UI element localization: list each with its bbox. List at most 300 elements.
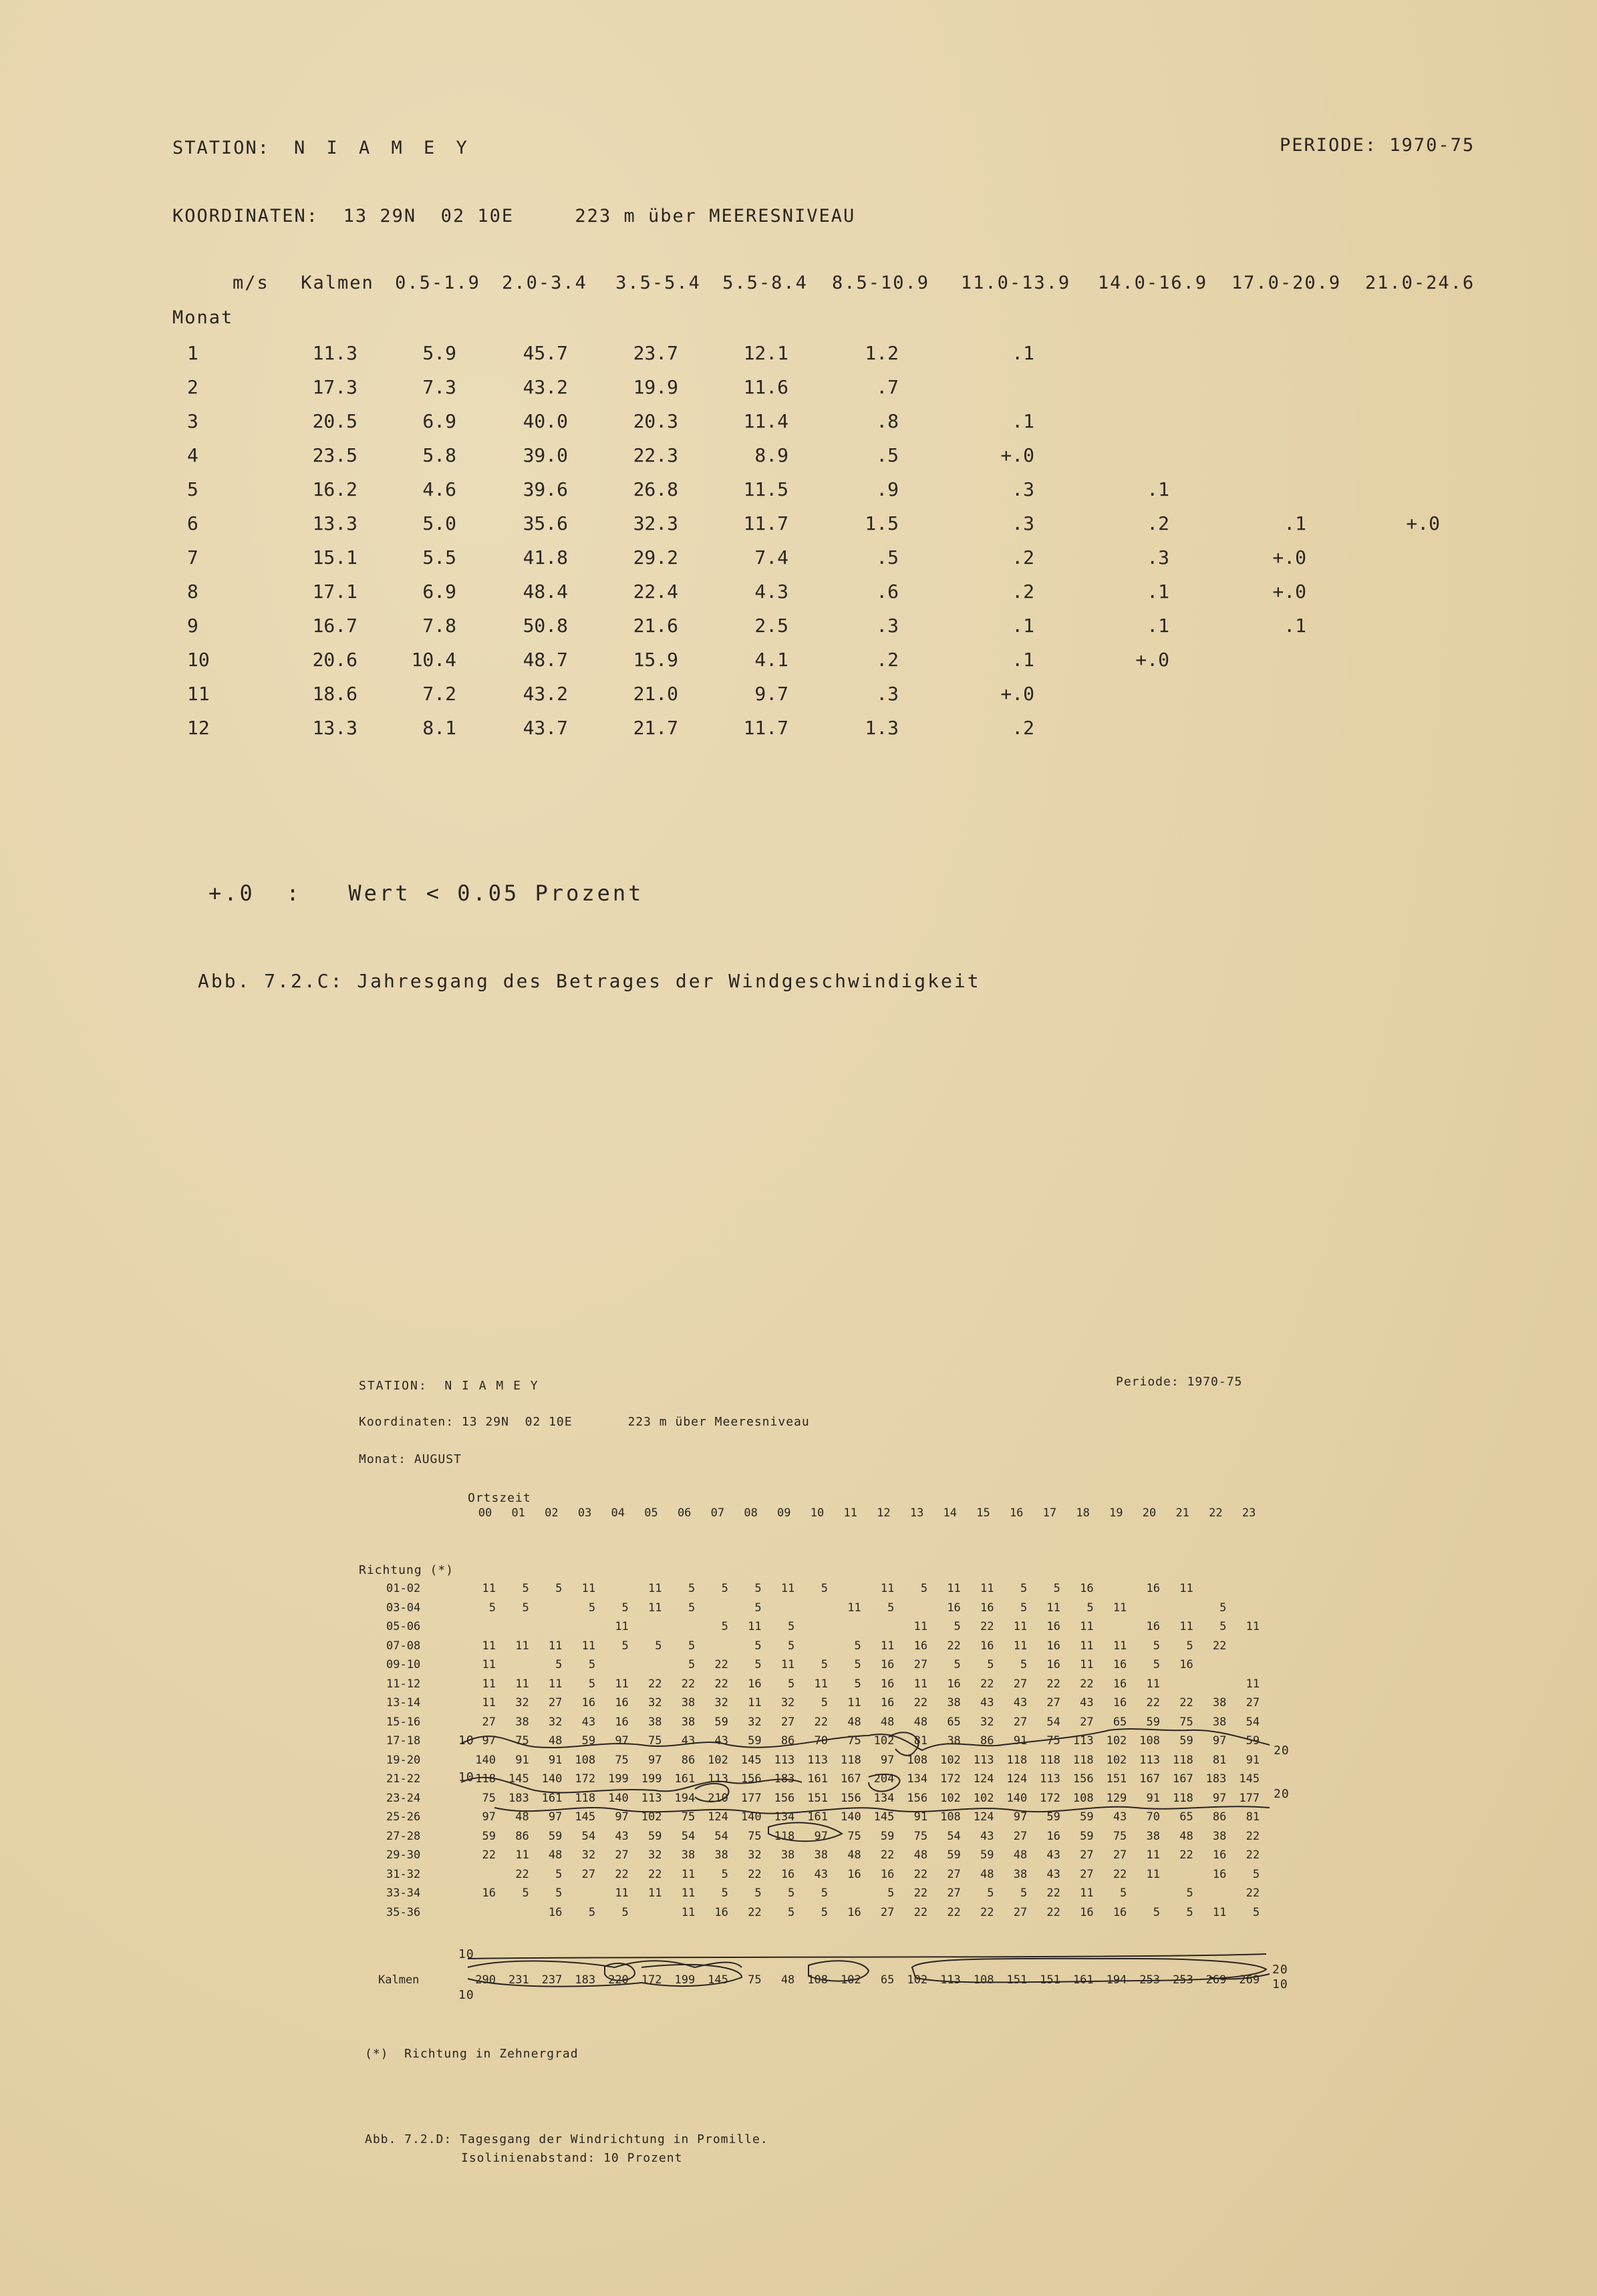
table-cell: 11 — [1080, 1658, 1094, 1671]
hour-header: 06 — [677, 1506, 692, 1520]
table-cell: .2 — [1147, 512, 1169, 534]
table-cell: 22 — [980, 1620, 994, 1633]
row-label: 33-34 — [386, 1887, 421, 1900]
table-cell: 194 — [1106, 1973, 1127, 1987]
table-cell: 38 — [681, 1696, 696, 1709]
station-label: STATION: — [172, 138, 271, 158]
table-cell: 11 — [1146, 1867, 1160, 1881]
table-cell: 5 — [555, 1582, 563, 1595]
table-cell: 102 — [1106, 1753, 1127, 1767]
table-cell: 38 — [1212, 1715, 1227, 1729]
hour-header: 18 — [1076, 1506, 1090, 1520]
table-cell: 97 — [548, 1810, 563, 1824]
table-cell: 11.4 — [743, 410, 788, 432]
table-cell: 59 — [1179, 1734, 1193, 1748]
table-cell: 5 — [887, 1601, 895, 1615]
table-cell: 7.3 — [422, 376, 456, 398]
table-cell: 151 — [1006, 1973, 1028, 1987]
table-cell: 5 — [588, 1905, 596, 1919]
table-cell: 35.6 — [523, 512, 568, 534]
table-cell: 16 — [880, 1867, 895, 1881]
table-cell: 183 — [1205, 1772, 1227, 1786]
table-cell: 22 — [1046, 1905, 1060, 1919]
table-cell: 91 — [1246, 1753, 1260, 1767]
table-cell: 22 — [648, 1867, 662, 1881]
table-cell: 21.6 — [633, 615, 678, 637]
table-cell: 22 — [1246, 1829, 1260, 1843]
column-header: 21.0-24.6 — [1364, 273, 1475, 293]
month-small: Monat: AUGUST — [359, 1452, 462, 1466]
table-cell: 5 — [754, 1639, 762, 1653]
table-cell: 32 — [980, 1715, 994, 1729]
table2-caption-line1: Abb. 7.2.D: Tagesgang der Windrichtung in Promille. — [365, 2132, 768, 2146]
table-cell: 140 — [541, 1772, 563, 1786]
table-cell: 23.7 — [633, 342, 678, 364]
table-cell: 48 — [847, 1715, 861, 1729]
table-cell: 22 — [748, 1867, 762, 1881]
table-cell: 194 — [674, 1791, 696, 1805]
table-cell: 129 — [1106, 1791, 1127, 1805]
table-cell: 140 — [1006, 1791, 1028, 1805]
table-cell: 11 — [1212, 1905, 1227, 1919]
table-cell: 97 — [1212, 1791, 1227, 1805]
table-cell: 156 — [840, 1791, 861, 1805]
table-cell: 134 — [907, 1772, 928, 1786]
table-cell: 108 — [1139, 1734, 1160, 1748]
table-cell: 59 — [581, 1734, 596, 1748]
row-label: 13-14 — [386, 1696, 421, 1709]
table-cell: 108 — [575, 1753, 596, 1767]
table-cell: 81 — [1212, 1753, 1227, 1767]
hour-header: 10 — [810, 1506, 825, 1520]
table-cell: 5 — [1186, 1639, 1193, 1653]
table-cell: 11 — [880, 1582, 895, 1595]
table-cell: 32 — [648, 1848, 662, 1862]
table-cell: 32.3 — [633, 512, 678, 534]
table-cell: 118 — [1072, 1753, 1094, 1767]
column-header: 2.0-3.4 — [502, 273, 587, 293]
table-cell: 140 — [840, 1810, 861, 1824]
hour-header: 19 — [1109, 1506, 1123, 1520]
table-cell: 290 — [475, 1973, 496, 1987]
table-cell: 27 — [1080, 1848, 1094, 1862]
table-cell: 13.3 — [312, 717, 357, 739]
table-cell: 11.7 — [743, 512, 788, 534]
table-cell: 5 — [1219, 1601, 1227, 1615]
table-cell: 27 — [947, 1867, 961, 1881]
table-cell: 38 — [681, 1848, 696, 1862]
table-cell: 38 — [814, 1848, 828, 1862]
table-cell: 108 — [1072, 1791, 1094, 1805]
table-cell: 5.8 — [422, 444, 456, 466]
table-cell: 38 — [714, 1848, 728, 1862]
table-cell: 48 — [515, 1810, 529, 1824]
table-cell: 118 — [840, 1753, 861, 1767]
table-cell: 59 — [748, 1734, 762, 1748]
table-cell: 5 — [588, 1601, 596, 1615]
table-cell: 59 — [714, 1715, 728, 1729]
table-cell: 4.6 — [422, 478, 456, 500]
table-cell: 113 — [1139, 1753, 1160, 1767]
coordinates-small: Koordinaten: 13 29N 02 10E 223 m über Meeresniveau — [359, 1415, 810, 1429]
table-cell: 59 — [880, 1829, 895, 1843]
isoline-label: 20 — [1272, 1963, 1288, 1977]
table-cell: 32 — [714, 1696, 728, 1709]
hour-header: 02 — [545, 1506, 559, 1520]
table-cell: 11 — [615, 1677, 629, 1691]
table-cell: 11 — [515, 1677, 529, 1691]
month-number: 12 — [187, 717, 210, 739]
table-cell: 70 — [814, 1734, 828, 1748]
table-cell: +.0 — [1000, 444, 1034, 466]
table-cell: 11 — [1080, 1887, 1094, 1900]
hour-header: 13 — [909, 1506, 924, 1520]
table-cell: 38 — [648, 1715, 662, 1729]
table-cell: .2 — [876, 649, 899, 671]
table-cell: 27 — [548, 1696, 563, 1709]
table-cell: 39.6 — [523, 478, 568, 500]
table-cell: 43 — [1046, 1867, 1060, 1881]
table-cell: 32 — [648, 1696, 662, 1709]
table-cell: 75 — [913, 1829, 928, 1843]
row-label: 11-12 — [386, 1677, 421, 1691]
table-cell: 22.3 — [633, 444, 678, 466]
table-cell: 16 — [947, 1601, 961, 1615]
table-cell: 161 — [807, 1772, 828, 1786]
table-cell: 145 — [575, 1810, 596, 1824]
table-cell: 54 — [1046, 1715, 1060, 1729]
row-label: 17-18 — [386, 1734, 421, 1748]
table-cell: 5.5 — [422, 546, 456, 568]
table-cell: 8.1 — [422, 717, 456, 739]
table-cell: 11 — [1179, 1620, 1193, 1633]
table-cell: 22 — [648, 1677, 662, 1691]
table-cell: 11 — [482, 1658, 496, 1671]
table-cell: 113 — [940, 1973, 961, 1987]
hour-header: 16 — [1009, 1506, 1024, 1520]
table-cell: 27 — [880, 1905, 895, 1919]
table-cell: +.0 — [1406, 512, 1440, 534]
table-cell: 5 — [754, 1582, 762, 1595]
table-cell: 27 — [615, 1848, 629, 1862]
table-cell: 16 — [482, 1887, 496, 1900]
table-cell: 118 — [1006, 1753, 1028, 1767]
table-cell: 5 — [954, 1658, 961, 1671]
table-cell: 22 — [1146, 1696, 1160, 1709]
isoline — [461, 1778, 802, 1793]
table-cell: 59 — [947, 1848, 961, 1862]
table-cell: .7 — [876, 376, 899, 398]
table-cell: 11 — [615, 1620, 629, 1633]
table-cell: 1.2 — [865, 342, 899, 364]
column-header: 17.0-20.9 — [1231, 273, 1342, 293]
table-cell: 5 — [854, 1639, 861, 1653]
table-cell: 11 — [880, 1639, 895, 1653]
table-cell: 22 — [1080, 1677, 1094, 1691]
row-label: 19-20 — [386, 1753, 421, 1767]
column-header: 3.5-5.4 — [615, 273, 701, 293]
table-cell: 22 — [913, 1887, 928, 1900]
table-cell: 11 — [1146, 1677, 1160, 1691]
table-cell: 11 — [615, 1887, 629, 1900]
isoline — [461, 1729, 1270, 1750]
table-cell: 102 — [973, 1791, 994, 1805]
table-cell: 4.3 — [754, 581, 788, 603]
table-cell: 59 — [548, 1829, 563, 1843]
table-cell: 140 — [475, 1753, 496, 1767]
table-cell: 91 — [1013, 1734, 1028, 1748]
hour-header: 09 — [777, 1506, 791, 1520]
table-cell: 27 — [780, 1715, 795, 1729]
table-cell: 43 — [681, 1734, 696, 1748]
table-cell: 11 — [847, 1696, 861, 1709]
period: PERIODE: 1970-75 — [1280, 135, 1475, 156]
row-label: 27-28 — [386, 1829, 421, 1843]
table-cell: 11 — [1113, 1639, 1127, 1653]
hour-header: 01 — [511, 1506, 525, 1520]
table-cell: 22 — [814, 1715, 828, 1729]
table-cell: 22 — [1246, 1848, 1260, 1862]
table-cell: 108 — [973, 1973, 994, 1987]
isoline — [468, 1954, 1266, 1959]
table-cell: 5 — [522, 1601, 529, 1615]
table-cell: 11 — [980, 1582, 994, 1595]
table-cell: 16 — [1046, 1658, 1060, 1671]
table-cell: 16 — [615, 1696, 629, 1709]
column-header: 8.5-10.9 — [831, 273, 930, 293]
month-label: Monat — [172, 307, 234, 328]
table-cell: 11 — [482, 1677, 496, 1691]
table-cell: 5 — [854, 1677, 861, 1691]
month-number: 5 — [187, 478, 198, 500]
table-cell: 43 — [714, 1734, 728, 1748]
month-number: 7 — [187, 546, 198, 568]
table-cell: 11 — [1013, 1639, 1028, 1653]
table-cell: 161 — [1072, 1973, 1094, 1987]
table-cell: 156 — [1072, 1772, 1094, 1786]
table-cell: 5 — [522, 1887, 529, 1900]
table-cell: 5 — [655, 1639, 662, 1653]
table-cell: 11 — [681, 1905, 696, 1919]
table-cell: 91 — [515, 1753, 529, 1767]
table-cell: 27 — [1013, 1905, 1028, 1919]
table-cell: .3 — [1012, 512, 1034, 534]
table-cell: 108 — [940, 1810, 961, 1824]
isoline-label: 10 — [458, 1988, 474, 2002]
table-cell: 5 — [821, 1658, 828, 1671]
table-cell: 21.0 — [633, 683, 678, 705]
table-cell: 199 — [674, 1973, 696, 1987]
table-cell: 22 — [1113, 1867, 1127, 1881]
table-cell: 16 — [615, 1715, 629, 1729]
table-cell: 16 — [780, 1867, 795, 1881]
table-cell: 5 — [555, 1887, 563, 1900]
isoline-label: 10 — [1272, 1977, 1288, 1991]
hour-header: 03 — [577, 1506, 592, 1520]
table-cell: 65 — [1179, 1810, 1193, 1824]
table-cell: 11 — [748, 1620, 762, 1633]
row-label: 21-22 — [386, 1772, 421, 1786]
hour-header: 15 — [976, 1506, 990, 1520]
table-cell: 22 — [1212, 1639, 1227, 1653]
table-cell: 7.2 — [422, 683, 456, 705]
table-cell: 43.2 — [523, 683, 568, 705]
table-cell: 75 — [1113, 1829, 1127, 1843]
table-cell: 5 — [987, 1887, 994, 1900]
table-cell: .1 — [1012, 649, 1034, 671]
table-cell: 27 — [1080, 1867, 1094, 1881]
table-cell: 32 — [780, 1696, 795, 1709]
table-cell: 161 — [807, 1810, 828, 1824]
table-cell: 11 — [1146, 1848, 1160, 1862]
table-cell: 65 — [1113, 1715, 1127, 1729]
table-cell: 5 — [1020, 1582, 1028, 1595]
table-cell: 172 — [641, 1973, 662, 1987]
table-cell: 22 — [681, 1677, 696, 1691]
table-cell: 97 — [880, 1753, 895, 1767]
table-cell: 5 — [1020, 1658, 1028, 1671]
row-label: Kalmen — [378, 1973, 420, 1987]
column-header: 0.5-1.9 — [395, 273, 480, 293]
table-cell: 91 — [548, 1753, 563, 1767]
table-cell: 11 — [648, 1601, 662, 1615]
table-cell: 11 — [780, 1582, 795, 1595]
table-cell: 38 — [947, 1696, 961, 1709]
table-cell: 45.7 — [523, 342, 568, 364]
table-cell: +.0 — [1272, 581, 1306, 603]
direction-label: Richtung (*) — [359, 1563, 454, 1577]
table-cell: 167 — [1139, 1772, 1160, 1786]
table-cell: 13.3 — [312, 512, 357, 534]
table-cell: 5 — [1252, 1905, 1260, 1919]
table-cell: 5 — [1153, 1639, 1160, 1653]
table-cell: 134 — [774, 1810, 795, 1824]
table-cell: 156 — [774, 1791, 795, 1805]
table-cell: 11 — [1080, 1620, 1094, 1633]
table-cell: 91 — [913, 1810, 928, 1824]
table-cell: 38 — [1212, 1696, 1227, 1709]
table-cell: 269 — [1239, 1973, 1260, 1987]
table-cell: .1 — [1012, 410, 1034, 432]
table-cell: 48 — [1179, 1829, 1193, 1843]
table-cell: 11 — [548, 1677, 563, 1691]
table-cell: 97 — [615, 1810, 629, 1824]
table-cell: 22 — [714, 1677, 728, 1691]
row-label: 23-24 — [386, 1791, 421, 1805]
table-cell: 237 — [541, 1973, 563, 1987]
table-cell: .1 — [1147, 478, 1169, 500]
table-cell: 27 — [482, 1715, 496, 1729]
table-cell: 16 — [1113, 1658, 1127, 1671]
table-cell: 39.0 — [523, 444, 568, 466]
table-cell: 6.9 — [422, 581, 456, 603]
table-cell: 5 — [1186, 1887, 1193, 1900]
table-cell: 231 — [508, 1973, 529, 1987]
table-cell: 177 — [740, 1791, 762, 1805]
hour-header: 11 — [843, 1506, 857, 1520]
table-cell: 16 — [1113, 1905, 1127, 1919]
table-cell: 113 — [1072, 1734, 1094, 1748]
table-cell: +.0 — [1135, 649, 1169, 671]
table-cell: 124 — [1006, 1772, 1028, 1786]
table-cell: 102 — [940, 1753, 961, 1767]
table-cell: 48 — [548, 1848, 563, 1862]
table-cell: 22 — [1046, 1887, 1060, 1900]
table-cell: 16 — [880, 1658, 895, 1671]
table-cell: 59 — [1080, 1829, 1094, 1843]
table-cell: 11 — [1046, 1601, 1060, 1615]
table-cell: 59 — [980, 1848, 994, 1862]
table-cell: 16 — [1080, 1905, 1094, 1919]
table-cell: .1 — [1147, 581, 1169, 603]
table-cell: 15.1 — [312, 546, 357, 568]
table-cell: 38 — [515, 1715, 529, 1729]
table-cell: 59 — [1080, 1810, 1094, 1824]
table-cell: 5 — [1120, 1887, 1127, 1900]
table-cell: 151 — [1040, 1973, 1060, 1987]
table-cell: 5 — [754, 1887, 762, 1900]
row-label: 09-10 — [386, 1658, 421, 1671]
table-cell: 43 — [980, 1829, 994, 1843]
table-cell: 16 — [1113, 1696, 1127, 1709]
time-label: Ortszeit — [468, 1491, 531, 1505]
table-cell: 5 — [1053, 1582, 1060, 1595]
table-cell: 48 — [913, 1848, 928, 1862]
table-cell: 48 — [913, 1715, 928, 1729]
table-cell: 97 — [648, 1753, 662, 1767]
table-cell: 43 — [581, 1715, 596, 1729]
table-cell: 48 — [980, 1867, 994, 1881]
table-cell: 5 — [788, 1639, 795, 1653]
table-cell: 8.9 — [754, 444, 788, 466]
table-cell: 5.9 — [422, 342, 456, 364]
table-cell: 75 — [681, 1810, 696, 1824]
table-cell: .3 — [1012, 478, 1034, 500]
table-cell: 75 — [1179, 1715, 1193, 1729]
table-cell: 48.7 — [523, 649, 568, 671]
table-cell: .1 — [1012, 342, 1034, 364]
table-cell: 20.5 — [312, 410, 357, 432]
table-cell: 145 — [708, 1973, 728, 1987]
table-cell: 5 — [621, 1639, 629, 1653]
table-cell: 5 — [621, 1601, 629, 1615]
table-cell: 5.0 — [422, 512, 456, 534]
isoline-label: 20 — [1274, 1744, 1290, 1758]
table-cell: 12.1 — [743, 342, 788, 364]
table-cell: 113 — [973, 1753, 994, 1767]
table-cell: 16 — [913, 1639, 928, 1653]
table-cell: 145 — [508, 1772, 529, 1786]
table-cell: 97 — [615, 1734, 629, 1748]
table-cell: 22 — [913, 1867, 928, 1881]
table-cell: 20.6 — [312, 649, 357, 671]
table-cell: 19.9 — [633, 376, 678, 398]
table-cell: .2 — [1012, 717, 1034, 739]
table-cell: 16 — [1046, 1829, 1060, 1843]
table-cell: 118 — [475, 1772, 496, 1786]
table-cell: 22 — [880, 1848, 895, 1862]
table-cell: 5 — [1219, 1620, 1227, 1633]
table-cell: 16 — [1146, 1582, 1160, 1595]
table-cell: 5 — [821, 1696, 828, 1709]
table-cell: 22 — [1046, 1677, 1060, 1691]
table-cell: 5 — [1086, 1601, 1094, 1615]
table-cell: 75 — [648, 1734, 662, 1748]
hour-header: 17 — [1042, 1506, 1057, 1520]
table-cell: 27 — [1046, 1696, 1060, 1709]
table-cell: 16 — [880, 1696, 895, 1709]
table-cell: 11 — [913, 1677, 928, 1691]
